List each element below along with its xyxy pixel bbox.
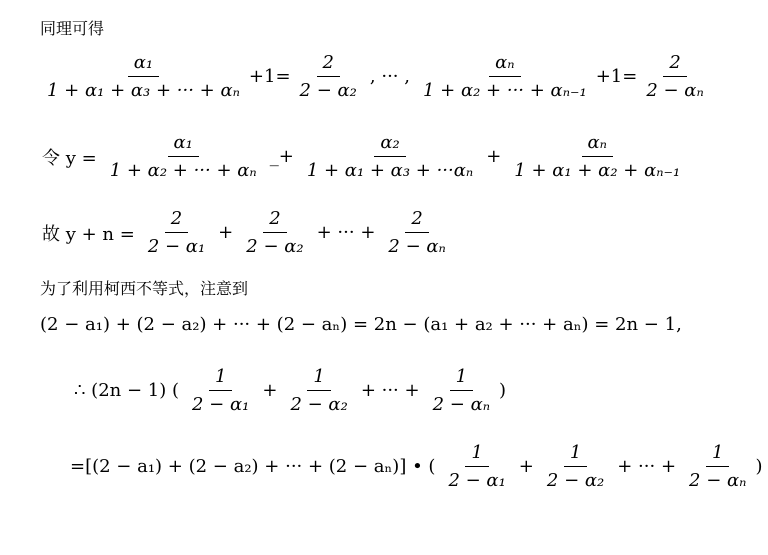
eq1-plus-one-b: +1= (595, 66, 638, 87)
eq3-f1-numerator: 2 (165, 208, 188, 233)
eq5-f1-denominator: 2 − α₁ (192, 394, 250, 415)
eq2-plus-2: + (486, 146, 502, 167)
eq3-fraction-2 (240, 208, 309, 257)
eq2-fraction-1 (104, 132, 263, 181)
eq1-f4-denominator: 2 − αₙ (646, 80, 704, 101)
equation-5 (70, 366, 506, 415)
eq5-lead: ∴ (2n − 1) ( (74, 380, 179, 401)
eq5-plus-1: + (262, 380, 278, 401)
eq6-fraction-1 (442, 442, 511, 491)
eq4-sum-identity: (2 − a₁) + (2 − a₂) + ··· + (2 − aₙ) = 2n − (a₁ + a₂ + ··· + aₙ) = 2n − 1, (40, 314, 682, 335)
eq6-f3-denominator: 2 − αₙ (689, 470, 747, 491)
eq3-f3-numerator: 2 (405, 208, 428, 233)
eq6-close-paren: ) (755, 456, 763, 477)
eq5-fraction-3 (427, 366, 496, 415)
eq5-f2-numerator: 1 (307, 366, 330, 391)
eq2-fraction-2 (301, 132, 479, 181)
eq2-f2-denominator: 1 + α₁ + α₃ + ···αₙ (306, 160, 474, 181)
eq3-lead: 故 y + n = (42, 223, 135, 245)
eq1-plus-one-a: +1= (248, 66, 291, 87)
eq1-fraction-1 (41, 52, 246, 101)
eq1-fraction-4 (640, 52, 709, 101)
eq3-fraction-1 (142, 208, 211, 257)
heading-cauchy: 为了利用柯西不等式，注意到 (40, 279, 249, 298)
eq6-ellipsis: + ··· + (617, 456, 677, 477)
eq5-ellipsis: + ··· + (360, 380, 420, 401)
eq3-f2-numerator: 2 (263, 208, 286, 233)
eq6-fraction-3 (683, 442, 752, 491)
eq1-f1-denominator: 1 + α₁ + α₃ + ··· + αₙ (47, 80, 240, 101)
eq1-f4-numerator: 2 (663, 52, 686, 77)
eq1-fraction-3 (417, 52, 593, 101)
eq1-f2-numerator: 2 (317, 52, 340, 77)
eq1-fraction-2 (294, 52, 363, 101)
eq2-plus-1: _+ (269, 146, 294, 167)
eq1-f2-denominator: 2 − α₂ (299, 80, 357, 101)
eq1-ellipsis: , ··· , (369, 66, 410, 87)
eq6-fraction-2 (541, 442, 610, 491)
equation-6 (66, 442, 763, 491)
eq5-fraction-2 (284, 366, 353, 415)
eq6-f3-numerator: 1 (706, 442, 729, 467)
equation-3 (38, 208, 455, 257)
eq5-fraction-1 (186, 366, 255, 415)
eq1-f3-denominator: 1 + α₂ + ··· + αₙ₋₁ (422, 80, 587, 101)
eq5-f1-numerator: 1 (209, 366, 232, 391)
eq3-f2-denominator: 2 − α₂ (246, 236, 304, 257)
eq1-f3-numerator: αₙ (489, 52, 520, 77)
heading-tongli: 同理可得 (40, 19, 105, 38)
eq2-f3-denominator: 1 + α₁ + α₂ + αₙ₋₁ (514, 160, 681, 181)
eq5-f3-denominator: 2 − αₙ (432, 394, 491, 415)
eq5-f3-numerator: 1 (450, 366, 473, 391)
eq5-f2-denominator: 2 − α₂ (290, 394, 348, 415)
eq3-f1-denominator: 2 − α₁ (147, 236, 206, 257)
eq2-f2-numerator: α₂ (374, 132, 405, 157)
eq1-f1-numerator: α₁ (128, 52, 159, 77)
eq6-f1-numerator: 1 (465, 442, 488, 467)
eq3-fraction-3 (382, 208, 451, 257)
eq2-f1-denominator: 1 + α₂ + ··· + αₙ (109, 160, 257, 181)
eq3-ellipsis: + ··· + (316, 222, 376, 243)
eq2-fraction-3 (508, 132, 686, 181)
eq6-f2-numerator: 1 (564, 442, 587, 467)
eq2-f3-numerator: αₙ (582, 132, 613, 157)
eq6-f2-denominator: 2 − α₂ (546, 470, 605, 491)
eq3-plus-1: + (218, 222, 234, 243)
eq6-lead: =[(2 − a₁) + (2 − a₂) + ··· + (2 − aₙ)] • ( (70, 456, 436, 477)
eq2-lead: 令 y = (42, 147, 97, 169)
equation-2 (38, 132, 689, 181)
equation-1 (38, 52, 713, 101)
eq6-f1-denominator: 2 − α₁ (448, 470, 506, 491)
eq3-f3-denominator: 2 − αₙ (388, 236, 446, 257)
eq5-close-paren: ) (499, 380, 507, 401)
eq6-plus-1: + (518, 456, 534, 477)
equation-4 (40, 314, 682, 335)
eq2-f1-numerator: α₁ (168, 132, 199, 157)
